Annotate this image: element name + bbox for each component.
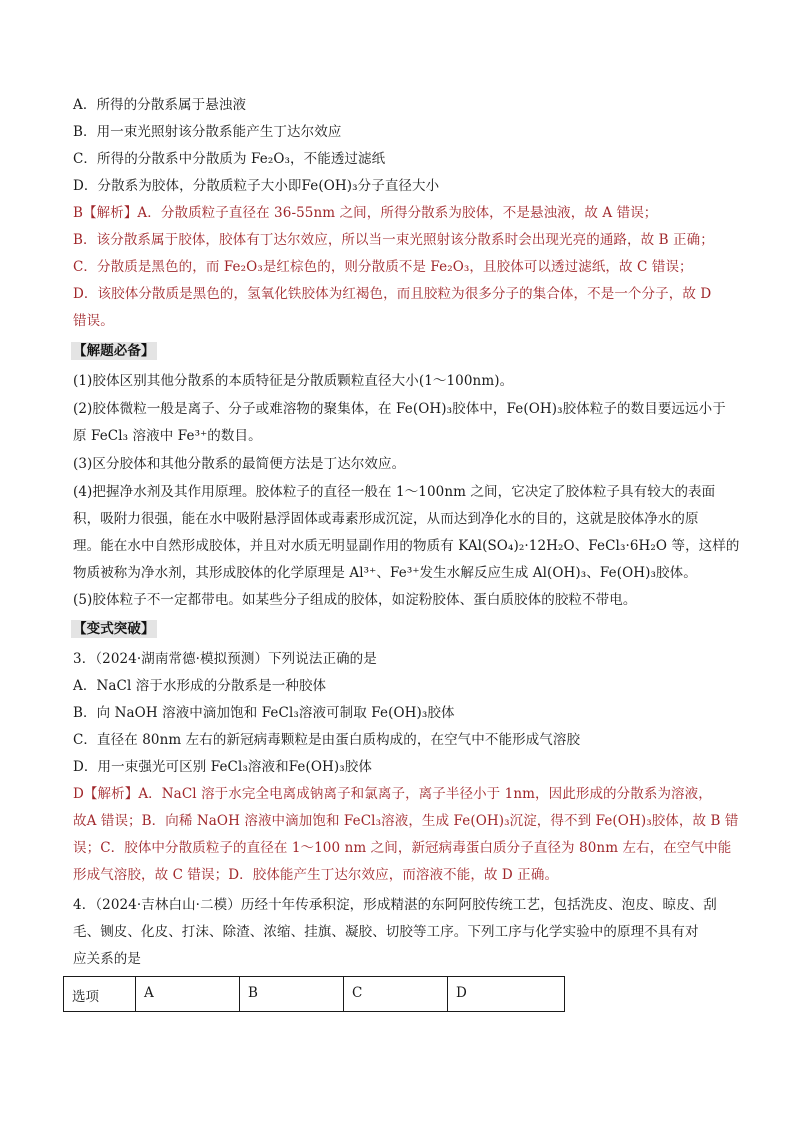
- q3-analysis-line: 误；C．胶体中分散质粒子的直径在 1～100 nm 之间，新冠病毒蛋白质分子直径为 80nm 左右，在空气中能: [73, 840, 732, 856]
- q4-stem-line: 毛、铡皮、化皮、打沫、除渣、浓缩、挂旗、凝胶、切胶等工序。下列工序与化学实验中的原理不具有对: [73, 924, 699, 940]
- q3-analysis-line: D【解析】A．NaCl 溶于水完全电离成钠离子和氯离子，离子半径小于 1nm，因此形成的分散系为溶液，: [73, 786, 712, 802]
- essentials-line: (5)胶体粒子不一定都带电。如某些分子组成的胶体，如淀粉胶体、蛋白质胶体的胶粒不带电。: [73, 592, 637, 608]
- table-header-cell: A: [136, 977, 240, 1012]
- essentials-line: 物质被称为净水剂，其形成胶体的化学原理是 Al³⁺、Fe³⁺发生水解反应生成 Al(OH)₃、Fe(OH)₃胶体。: [73, 565, 697, 581]
- table-header-cell: D: [448, 977, 565, 1012]
- essentials-line: 理。能在水中自然形成胶体，并且对水质无明显副作用的物质有 KAl(SO₄)₂·12H₂O、FeCl₃·6H₂O 等，这样的: [73, 538, 740, 554]
- q2-option-b: B．用一束光照射该分散系能产生丁达尔效应: [73, 124, 342, 140]
- q2-option-c: C．所得的分散系中分散质为 Fe₂O₃，不能透过滤纸: [73, 151, 386, 167]
- q2-analysis-line: 错误。: [73, 313, 114, 329]
- essentials-line: (4)把握净水剂及其作用原理。胶体粒子的直径一般在 1～100nm 之间，它决定了胶体粒子具有较大的表面: [73, 484, 716, 500]
- essentials-line: (2)胶体微粒一般是离子、分子或难溶物的聚集体，在 Fe(OH)₃胶体中，Fe(OH)₃胶体粒子的数目要远远小于: [73, 401, 726, 417]
- q3-analysis-line: 故A 错误；B．向稀 NaOH 溶液中滴加饱和 FeCl₃溶液，生成 Fe(OH)₃沉淀，得不到 Fe(OH)₃胶体，故 B 错: [73, 813, 739, 829]
- q2-analysis-line: B．该分散系属于胶体，胶体有丁达尔效应，所以当一束光照射该分散系时会出现光亮的通路，故 B 正确；: [73, 232, 714, 248]
- q3-stem: 3．（2024·湖南常德·模拟预测）下列说法正确的是: [73, 651, 377, 667]
- q4-stem-line: 4．（2024·吉林白山·二模）历经十年传承积淀，形成精湛的东阿阿胶传统工艺，包括洗皮、泡皮、晾皮、刮: [73, 897, 717, 913]
- q3-option-d: D．用一束强光可区别 FeCl₃溶液和Fe(OH)₃胶体: [73, 759, 372, 775]
- table-header-cell: 选项: [64, 977, 136, 1012]
- q4-stem-line: 应关系的是: [73, 951, 141, 967]
- section-heading-variants: 【变式突破】: [73, 621, 155, 637]
- table-row: [64, 977, 565, 1012]
- q3-analysis-line: 形成气溶胶，故 C 错误；D．胶体能产生丁达尔效应，而溶液不能，故 D 正确。: [73, 867, 559, 883]
- essentials-line: (3)区分胶体和其他分散系的最简便方法是丁达尔效应。: [73, 456, 406, 472]
- essentials-line: (1)胶体区别其他分散系的本质特征是分散质颗粒直径大小(1～100nm)。: [73, 373, 514, 389]
- q2-analysis-line: D．该胶体分散质是黑色的，氢氧化铁胶体为红褐色，而且胶粒为很多分子的集合体，不是一个分子，故 D: [73, 286, 712, 302]
- q2-option-a: A．所得的分散系属于悬浊液: [73, 97, 247, 113]
- essentials-line: 原 FeCl₃ 溶液中 Fe³⁺的数目。: [73, 428, 262, 444]
- q4-options-table: [63, 976, 565, 1012]
- section-heading-essentials: 【解题必备】: [73, 343, 155, 359]
- table-header-cell: C: [344, 977, 448, 1012]
- q3-option-b: B．向 NaOH 溶液中滴加饱和 FeCl₃溶液可制取 Fe(OH)₃胶体: [73, 705, 455, 721]
- q2-analysis-line: C．分散质是黑色的，而 Fe₂O₃是红棕色的，则分散质不是 Fe₂O₃，且胶体可以透过滤纸，故 C 错误；: [73, 259, 693, 275]
- q3-option-c: C．直径在 80nm 左右的新冠病毒颗粒是由蛋白质构成的，在空气中不能形成气溶胶: [73, 732, 581, 748]
- q2-analysis-line: B【解析】A．分散质粒子直径在 36-55nm 之间，所得分散系为胶体，不是悬浊液，故 A 错误；: [73, 205, 658, 221]
- essentials-line: 积，吸附力很强，能在水中吸附悬浮固体或毒素形成沉淀，从而达到净化水的目的，这就是胶体净水的原: [73, 511, 699, 527]
- q3-option-a: A．NaCl 溶于水形成的分散系是一种胶体: [73, 678, 327, 694]
- table-header-cell: B: [240, 977, 344, 1012]
- q2-option-d: D．分散系为胶体，分散质粒子大小即Fe(OH)₃分子直径大小: [73, 178, 440, 194]
